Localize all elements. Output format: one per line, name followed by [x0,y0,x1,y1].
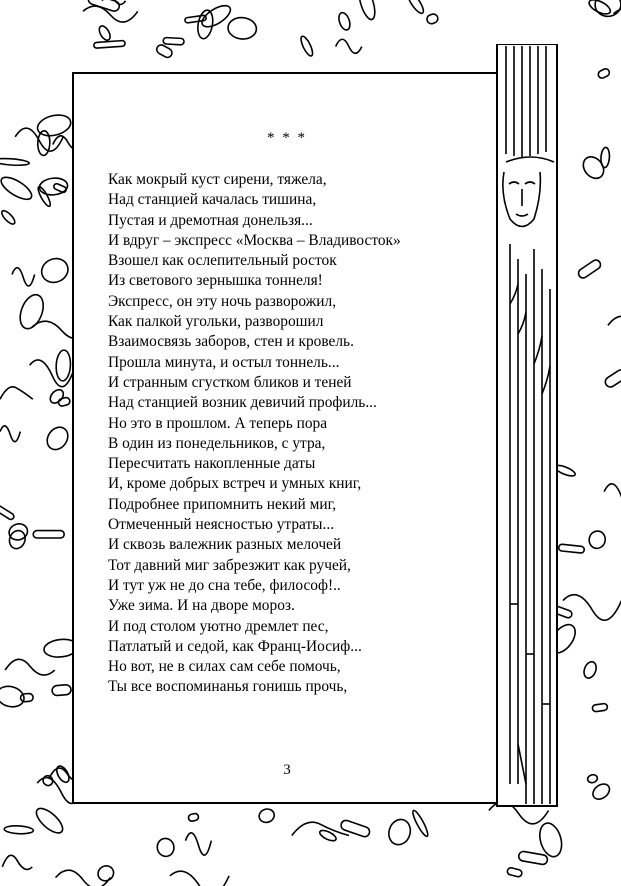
ornament-loop [597,68,611,80]
poem-line: Взаимосвязь заборов, стен и кровель. [108,333,354,351]
poem-line: Пересчитать накопленные даты [108,455,316,473]
poem-line: Уже зима. И на дворе мороз. [108,597,295,615]
ornament-loop [587,774,598,784]
ornament-loop [426,13,439,25]
ornament-loop [97,24,112,42]
ornament-loop [36,185,52,207]
ornament-loop [0,426,20,442]
ornament-loop [43,423,72,453]
page-number: 3 [283,762,291,778]
ornament-loop [83,6,138,22]
ornament-loop [590,781,612,802]
ornament-loop [52,684,72,696]
poem-line: Но вот, не в силах сам себе помочь, [108,658,341,676]
section-divider: * * * [267,130,307,146]
ornament-loop [2,855,32,869]
ornament-loop [0,683,26,709]
ornament-loop [588,530,607,550]
ornament-loop [94,40,126,48]
ornament-loop [582,660,599,680]
ornament-loop [95,863,116,884]
ornament-loop [336,39,362,53]
ornament-loop [600,147,610,168]
ornament-loop [0,387,33,399]
text-panel [72,72,498,804]
poem-line: Как палкой угольки, разворошил [108,313,324,331]
ornament-loop [188,813,199,822]
poem-line: Как мокрый куст сирени, тяжела, [108,171,327,188]
ornament-loop [518,851,548,865]
ornament-loop [163,37,184,44]
ornament-loop [411,809,430,838]
ornament-loop [507,867,523,877]
poem-line: И странным сгустком бликов и теней [108,373,352,391]
stylized-figure-illustration [496,44,566,809]
ornament-loop [7,522,29,543]
ornament-loop [608,316,621,336]
ornament-loop [340,819,371,838]
ornament-loop [5,659,55,675]
ornament-loop [405,0,426,15]
poem-line: И вдруг – экспресс «Москва – Владивосток» [108,231,401,249]
ornament-loop [35,112,73,139]
poem-line: В один из понедельников, с утра, [108,434,326,452]
ornament-loop [299,35,315,58]
poem-line: Отмеченный неясностью утраты... [108,516,335,534]
ornament-loop [20,693,33,702]
ornament-loop [32,804,66,837]
ornament-loop [536,821,565,860]
poem-text [108,170,401,698]
ornament-loop [0,173,35,203]
poem-line: Подробнее припомнить некий миг, [108,495,337,513]
ornament-loop [12,268,35,286]
ornament-loop [155,43,173,59]
poem-line: Над станцией качалась тишина, [108,191,317,209]
poem-line: Ты все воспоминанья гонишь прочь, [108,678,348,696]
ornament-loop [0,503,15,521]
poem-line: И под столом уютно дремлет пес, [108,617,329,635]
ornament-loop [603,368,621,389]
ornament-loop [38,255,72,287]
ornament-loop [386,817,414,848]
poem-line: Экспресс, он эту ночь разворожил, [108,292,337,310]
ornament-loop [196,9,215,40]
ornament-loop [33,531,64,538]
poem-line: Патлатый и седой, как Франц-Иосиф... [108,637,362,655]
ornament-loop [604,484,621,509]
ornament-loop [258,807,276,824]
ornament-loop [56,870,111,886]
poem-line: И, кроме добрых встреч и умных книг, [108,475,362,493]
poem-line: Взошел как ослепительный росток [108,252,337,270]
poem-line: Над станцией возник девичий профиль... [108,394,377,412]
poem-line: Из светового зернышка тоннеля! [108,272,323,290]
ornament-loop [170,871,229,886]
ornament-loop [0,158,29,167]
ornament-loop [0,209,17,226]
ornament-loop [592,703,608,712]
ornament-loop [53,183,67,193]
poem-line: Но это в прошлом. А теперь пора [108,414,328,432]
ornament-loop [54,764,71,784]
ornament-loop [227,16,257,40]
poem-line: Тот давний миг забрезжит как ручей, [108,556,351,574]
poem-line: Пустая и дремотная донельзя... [108,211,313,229]
ornament-loop [48,387,66,405]
ornament-loop [356,0,378,21]
ornament-loop [337,11,352,31]
poem-line: Прошла минута, и остыл тоннель... [108,353,340,371]
ornament-loop [156,837,176,858]
ornament-loop [577,258,603,279]
ornament-loop [4,825,34,834]
ornament-loop [186,833,212,855]
poem-line: И тут уж не до сна тебе, философ!.. [108,576,341,594]
ornament-loop [16,291,48,331]
poem-line: И сквозь валежник разных мелочей [108,536,342,554]
ornament-loop [55,350,71,382]
